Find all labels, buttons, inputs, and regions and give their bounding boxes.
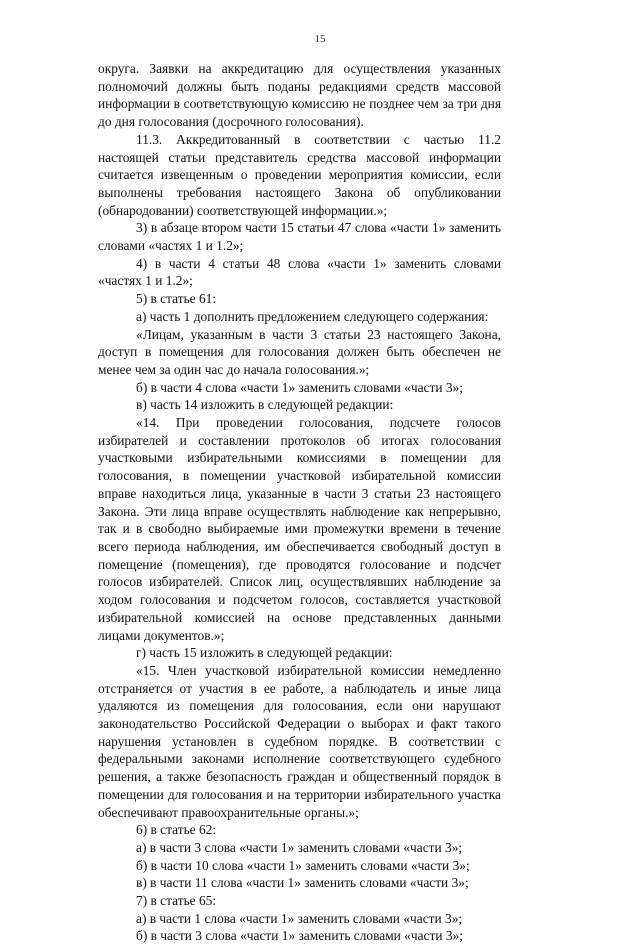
- page-number: 15: [314, 33, 326, 45]
- paragraph: «Лицам, указанным в части 3 статьи 23 настоящего Закона, доступ в помещения для голосования должен быть обеспечен не менее чем за один час до начала голосования.»;: [98, 326, 501, 377]
- paragraph: б) в части 10 слова «части 1» заменить словами «части 3»;: [136, 857, 470, 873]
- paragraph: в) часть 14 изложить в следующей редакции:: [136, 397, 394, 413]
- paragraph: а) часть 1 дополнить предложением следующего содержания:: [136, 308, 489, 324]
- paragraph: 11.3. Аккредитованный в соответствии с частью 11.2 настоящей статьи представитель средства массовой информации считается извещенным о проведении мероприятия комиссии, если выполнены требования настоящего Закона об опубликовании (обнародовании) соответствующей информации.»;: [98, 131, 501, 218]
- paragraph: «15. Член участковой избирательной комиссии немедленно отстраняется от участия в ее работе, а наблюдатель и иные лица удаляются из помещения для голосования, если они нарушают законодательство Российской Федерации о выборах и факт такого нарушения установлен в судебном порядке. В соответствии с федеральными законами исполнение соответствующего судебного решения, а также безопасность граждан и общественный порядок в помещении для голосования и на территории избирательного участка обеспечивают правоохранительные органы.»;: [98, 662, 501, 820]
- paragraph: а) в части 1 слова «части 1» заменить словами «части 3»;: [136, 910, 463, 926]
- paragraph: г) часть 15 изложить в следующей редакции:: [136, 645, 393, 661]
- paragraph: 6) в статье 62:: [136, 822, 217, 838]
- paragraph: а) в части 3 слова «части 1» заменить словами «части 3»;: [136, 839, 463, 855]
- paragraph: б) в части 3 слова «части 1» заменить словами «части 3»;: [136, 928, 463, 944]
- paragraph: 5) в статье 61:: [136, 291, 217, 307]
- paragraph: 7) в статье 65:: [136, 893, 217, 909]
- document-body: [98, 60, 501, 945]
- paragraph: округа. Заявки на аккредитацию для осуществления указанных полномочий должны быть поданы редакциями средств массовой информации в соответствующую комиссию не позднее чем за три дня до дня голосования (досрочного голосования).: [98, 61, 501, 130]
- paragraph: 3) в абзаце втором части 15 статьи 47 слова «части 1» заменить словами «частях 1 и 1.2»;: [98, 220, 501, 254]
- paragraph: б) в части 4 слова «части 1» заменить словами «части 3»;: [136, 379, 463, 395]
- paragraph: «14. При проведении голосования, подсчете голосов избирателей и составлении протоколов об итогах голосования участковыми избирательными комиссиями в помещении для голосования, в помещении участковой избирательной комиссии вправе находиться лица, указанные в части 3 статьи 23 настоящего Закона. Эти лица вправе осуществлять наблюдение как непрерывно, так и в свободно выбираемые ими промежутки времени в течение всего периода наблюдения, им обеспечивается свободный доступ в помещение (помещения), где проводятся голосование и подсчет голосов избирателей. Список лиц, осуществлявших наблюдение за ходом голосования и подсчетом голосов, составляется участковой избирательной комиссией на основе представленных данными лицами документов.»;: [98, 415, 501, 643]
- paragraph: в) в части 11 слова «части 1» заменить словами «части 3»;: [136, 875, 469, 891]
- paragraph: 4) в части 4 статьи 48 слова «части 1» заменить словами «частях 1 и 1.2»;: [98, 255, 501, 289]
